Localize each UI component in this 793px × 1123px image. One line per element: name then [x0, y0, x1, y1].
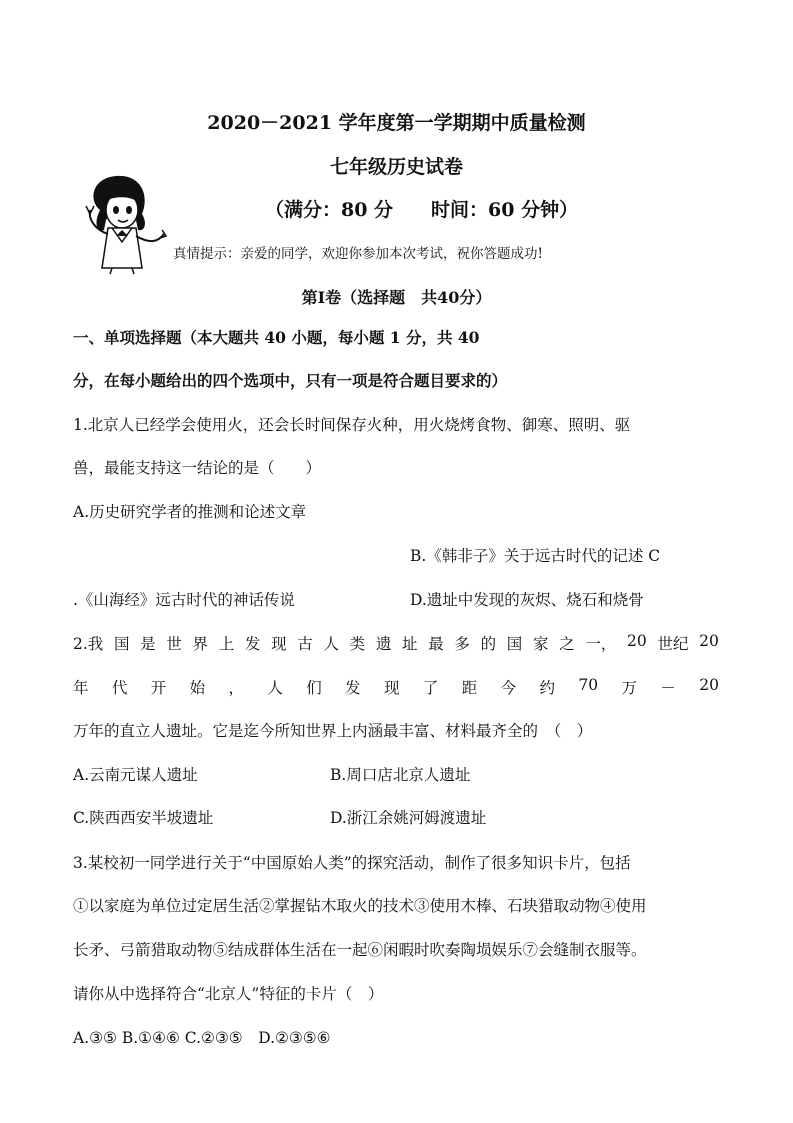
- question-2-token: 国: [113, 635, 130, 653]
- girl-mascot-illustration: [78, 170, 168, 275]
- question-2-stem: [73, 632, 719, 654]
- question-2-option-b: B.周口店北京人遗址: [330, 766, 471, 784]
- part-heading-line2: 分，在每小题给出的四个选项中，只有一项是符合题目要求的）: [73, 371, 508, 390]
- question-2-token: 国: [506, 635, 523, 653]
- part-heading-line1: 一、单项选择题（本大题共 40 小题，每小题 1 分，共 40: [73, 328, 480, 347]
- exam-subtitle: 七年级历史试卷: [329, 156, 463, 178]
- question-2-token: 古: [297, 635, 313, 653]
- question-2-token: 万: [621, 679, 637, 697]
- question-2-token: 是: [140, 635, 156, 653]
- question-2-token: 今: [500, 679, 517, 697]
- question-2-token: 家: [532, 635, 549, 653]
- question-2-token: 址: [402, 635, 418, 653]
- question-2-stem-cont: [73, 676, 719, 698]
- question-2-token: 代: [111, 679, 128, 697]
- question-2-token: 多: [454, 635, 470, 653]
- question-2-token: 世纪: [657, 635, 689, 653]
- question-2-token: 人: [323, 635, 339, 653]
- question-2-token: 界: [192, 635, 209, 653]
- question-2-token: 约: [539, 679, 556, 697]
- question-2-token: 遗: [375, 635, 392, 653]
- question-3-prompt: 请你从中选择符合“北京人”特征的卡片（ ）: [73, 985, 384, 1003]
- question-2-token: 发: [345, 679, 361, 697]
- question-2-token: 们: [306, 679, 322, 697]
- question-2-option-d: D.浙江余姚河姆渡遗址: [330, 809, 487, 827]
- question-2-token: 70: [578, 676, 599, 694]
- question-1-stem: 1.北京人已经学会使用火，还会长时间保存火种，用火烧烤食物、御寒、照明、驱: [73, 416, 631, 434]
- question-2-token: 了: [422, 679, 439, 697]
- question-3-stem: 3.某校初一同学进行关于“中国原始人类”的探究活动，制作了很多知识卡片，包括: [73, 854, 631, 872]
- question-2-token: 开: [150, 679, 167, 697]
- score-time-info: （满分：80 分 时间：60 分钟）: [265, 199, 579, 221]
- question-2-token: 距: [461, 679, 478, 697]
- question-2-option-a: A.云南元谋人遗址: [73, 766, 198, 784]
- question-2-token: 上: [218, 635, 235, 653]
- question-2-token: 始: [189, 679, 206, 697]
- question-2-token: 的: [480, 635, 497, 653]
- encouragement-tip: 真情提示：亲爱的同学，欢迎你参加本次考试，祝你答题成功!: [173, 246, 543, 262]
- question-2-token: 2.我: [73, 635, 104, 653]
- volume-title: 第Ⅰ卷（选择题 共40分）: [301, 288, 492, 307]
- question-2-token: 发: [244, 635, 261, 653]
- question-2-token: －: [660, 679, 676, 697]
- question-1-option-c: .《山海经》远古时代的神话传说: [73, 591, 295, 609]
- question-2-token: 20: [699, 632, 719, 650]
- question-1-option-d: D.遗址中发现的灰烬、烧石和烧骨: [410, 591, 644, 609]
- question-2-token: 类: [349, 635, 366, 653]
- question-1-option-a: A.历史研究学者的推测和论述文章: [73, 503, 307, 521]
- exam-title: 2020－2021 学年度第一学期期中质量检测: [207, 112, 586, 134]
- question-2-token: 世: [166, 635, 182, 653]
- question-2-token: 现: [384, 679, 400, 697]
- question-2-token: 年: [73, 679, 89, 697]
- question-2-token: ，: [228, 679, 245, 697]
- question-3-cards-line2: 长矛、弓箭猎取动物⑤结成群体生活在一起⑥闲暇时吹奏陶埙娱乐⑦会缝制衣服等。: [73, 941, 647, 959]
- question-1-option-b: B.《韩非子》关于远古时代的记述 C: [410, 547, 661, 565]
- question-3-cards-line1: ①以家庭为单位过定居生活②掌握钻木取火的技术③使用木棒、石块猎取动物④使用: [73, 897, 647, 915]
- question-2-token: 之: [559, 635, 575, 653]
- question-2-stem-end: 万年的直立人遗址。它是迄今所知世界上内涵最丰富、材料最齐全的 （ ）: [73, 722, 593, 740]
- question-3-options: A.③⑤ B.①④⑥ C.②③⑤ D.②③⑤⑥: [73, 1029, 331, 1047]
- question-2-token: 20: [627, 632, 647, 650]
- question-2-token: 人: [267, 679, 283, 697]
- question-2-option-c: C.陕西西安半坡遗址: [73, 809, 214, 827]
- question-2-token: 20: [699, 676, 719, 694]
- question-2-token: 一，: [585, 635, 617, 653]
- question-2-token: 最: [428, 635, 444, 653]
- question-2-token: 现: [271, 635, 287, 653]
- question-1-stem-cont: 兽，最能支持这一结论的是（ ）: [73, 459, 322, 477]
